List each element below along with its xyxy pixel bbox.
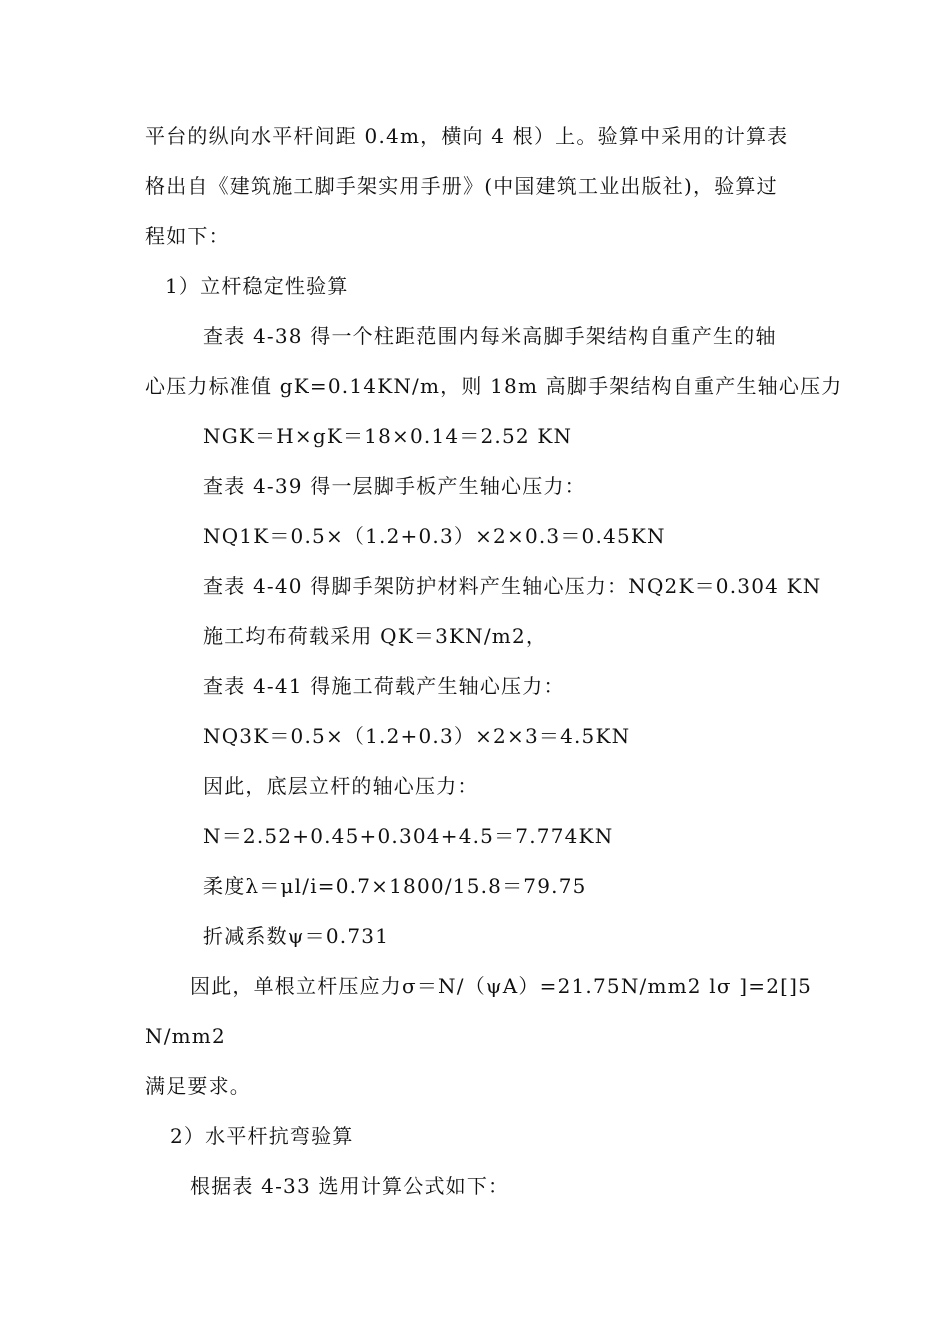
paragraph-line: 因此，单根立杆压应力σ＝N/（ψA）=21.75N/mm2 lσ ]=2[]5 <box>190 974 813 998</box>
paragraph-line: 格出自《建筑施工脚手架实用手册》(中国建筑工业出版社)，验算过 <box>145 174 778 198</box>
formula-line: N＝2.52+0.45+0.304+4.5＝7.774KN <box>203 824 614 848</box>
paragraph-line: 查表 4-39 得一层脚手板产生轴心压力： <box>203 474 586 498</box>
paragraph-line: 因此，底层立杆的轴心压力： <box>203 774 479 798</box>
paragraph-line: 根据表 4-33 选用计算公式如下： <box>190 1174 510 1198</box>
paragraph-line: 满足要求。 <box>145 1074 251 1098</box>
section-heading: 2）水平杆抗弯验算 <box>170 1124 354 1148</box>
paragraph-line: 查表 4-40 得脚手架防护材料产生轴心压力：NQ2K＝0.304 KN <box>203 574 822 598</box>
section-heading: 1）立杆稳定性验算 <box>165 274 349 298</box>
paragraph-line: 查表 4-41 得施工荷载产生轴心压力： <box>203 674 565 698</box>
paragraph-line: 平台的纵向水平杆间距 0.4m，横向 4 根）上。验算中采用的计算表 <box>145 124 789 148</box>
formula-line: 柔度λ＝μl/i=0.7×1800/15.8＝79.75 <box>203 874 587 898</box>
paragraph-line: 查表 4-38 得一个柱距范围内每米高脚手架结构自重产生的轴 <box>203 324 777 348</box>
formula-line: NQ1K＝0.5×（1.2+0.3）×2×0.3＝0.45KN <box>203 524 666 548</box>
formula-line: NGK＝H×gK＝18×0.14＝2.52 KN <box>203 424 573 448</box>
formula-line: NQ3K＝0.5×（1.2+0.3）×2×3＝4.5KN <box>203 724 631 748</box>
paragraph-line: 施工均布荷载采用 QK＝3KN/m2， <box>203 624 548 648</box>
paragraph-line: N/mm2 <box>145 1024 226 1048</box>
paragraph-line: 心压力标准值 gK=0.14KN/m，则 18m 高脚手架结构自重产生轴心压力 <box>145 374 843 398</box>
formula-line: 折减系数ψ＝0.731 <box>203 924 390 948</box>
paragraph-line: 程如下： <box>145 224 230 248</box>
